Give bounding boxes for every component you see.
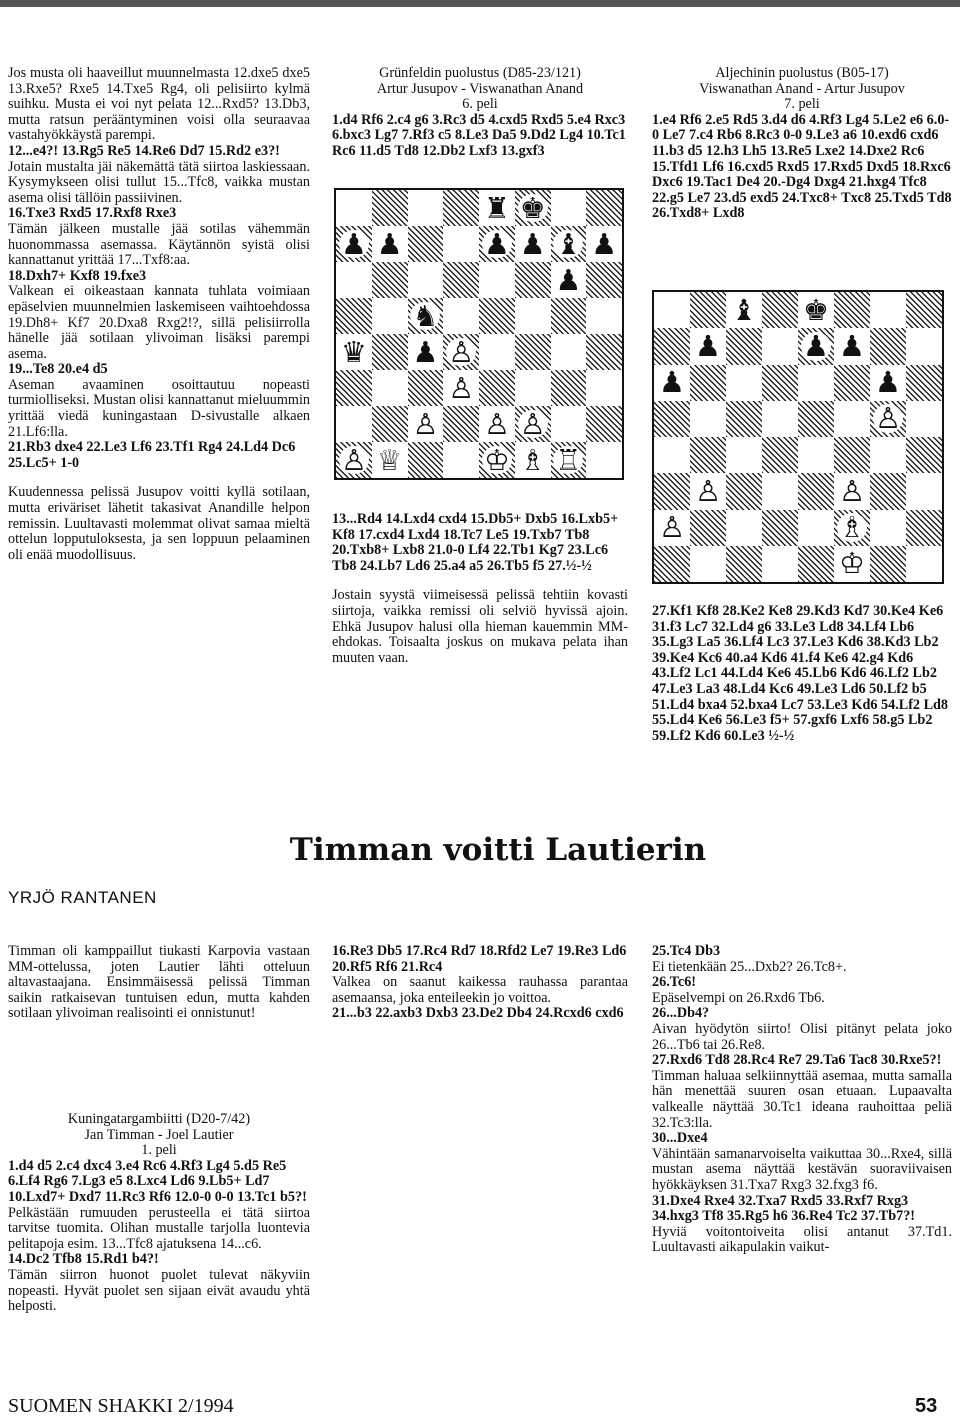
game-header-timman-lautier: [8, 1112, 310, 1315]
board-square: [762, 546, 798, 582]
board-square: [726, 365, 762, 401]
chess-piece: ♙: [412, 406, 439, 441]
board-square: [336, 262, 372, 298]
board-square: [762, 328, 798, 364]
paragraph: Aljechinin puolustus (B05-17): [715, 65, 889, 81]
move-text: 30...Dxe4: [652, 1130, 708, 1147]
chess-diagram-2: [652, 290, 944, 584]
board-square: [479, 262, 515, 298]
paragraph: Viswanathan Anand - Artur Jusupov: [699, 80, 905, 97]
column-1-bottom: [8, 944, 310, 1022]
board-square: [654, 546, 690, 582]
chess-piece: ♟: [519, 226, 546, 261]
board-square: [726, 546, 762, 582]
board-square: [726, 437, 762, 473]
board-square: [479, 370, 515, 406]
board-square: [834, 437, 870, 473]
column-2-middle: [332, 512, 628, 666]
paragraph: 1. peli: [141, 1142, 177, 1159]
move-text: 25.Tc4 Db3: [652, 943, 721, 959]
board-square: [870, 510, 906, 546]
paragraph: Epäselvempi on 26.Rxd6 Tb6.: [652, 989, 825, 1006]
paragraph: Hyviä voitontoiveita olisi antanut 37.Td1. Luultavasti aikapulakin vaikut-: [652, 1223, 952, 1256]
chess-piece: ♟: [376, 226, 403, 261]
chess-piece: ♟: [839, 328, 865, 363]
board-square: [906, 437, 942, 473]
board-square: [443, 190, 479, 226]
chess-piece: ♗: [519, 442, 546, 477]
board-square: [479, 298, 515, 334]
board-square: [586, 334, 622, 370]
chess-piece: ♖: [555, 442, 582, 477]
board-square: [834, 292, 870, 328]
chess-piece: ♙: [483, 406, 510, 441]
paragraph: Kuningatargambiitti (D20-7/42): [67, 1111, 251, 1127]
board-square: [906, 328, 942, 364]
board-square: [690, 401, 726, 437]
chess-piece: ♟: [483, 226, 510, 261]
move-text: 21.Rb3 dxe4 22.Le3 Lf6 23.Tf1 Rg4 24.Ld4 Dc6 25.Lc5+ 1-0: [8, 439, 296, 471]
paragraph: Pelkästään rumuuden perusteella ei tätä siirtoa tarvitse tuomita. Olihan mustalle tarjolla luontevia pelitapoja esim. 13...Tfc8 ajatuksena 14...c6.: [8, 1204, 310, 1252]
move-text: 18.Dxh7+ Kxf8 19.fxe3: [8, 267, 147, 284]
move-text: 19...Te8 20.e4 d5: [8, 361, 108, 378]
board-square: [515, 262, 551, 298]
board-square: [443, 442, 479, 478]
move-text: 27.Rxd6 Td8 28.Rc4 Re7 29.Ta6 Tac8 30.Rxe5?!: [652, 1052, 942, 1069]
board-square: [551, 190, 587, 226]
chess-piece: ♔: [483, 442, 510, 477]
paragraph: Tämän jälkeen mustalle jää sotilas vähemmän huonommassa asemassa. Käytännön syistä olisi kannattanut yrittää 17...Txf8:aa.: [8, 220, 310, 269]
paragraph: Valkean ei oikeastaan kannata tuhlata voimiaan epäselvien muunnelmien laskemiseen vaihtoehdossa 19.Dh8+ Kf7 20.Dxa8 Rxg2!?, sillä pelisiirrolla hänelle jää sotilaan ylivoiman lisäksi parempi asema.: [8, 283, 310, 362]
move-text: 14.Dc2 Tfb8 15.Rd1 b4?!: [8, 1251, 159, 1268]
board-square: [654, 292, 690, 328]
paragraph: Jostain syystä viimeisessä pelissä tehtiin kovasti siirtoja, vaikka remissi oli selviö hyvissä ajoin. Ehkä Jusupov halusi olla hieman kauemmin MM-ehdokas. Toisaalta joskus on mukava pelata ihan muuten vaan.: [332, 587, 628, 666]
column-2-bottom: [332, 944, 628, 1022]
chess-piece: ♙: [448, 370, 475, 405]
paragraph: Kuudennessa pelissä Jusupov voitti kyllä sotilaan, mutta eriväriset lähetit takasivat Anandille helpon remissin. Luultavasti molemmat olivat samaa mieltä ottelun lopputuloksesta, ja sen loppuun pelaaminen oli enää muodollisuus.: [8, 484, 310, 563]
move-text: 27.Kf1 Kf8 28.Ke2 Ke8 29.Kd3 Kd7 30.Ke4 Ke6 31.f3 Lc7 32.Ld4 g6 33.Le3 Ld8 34.Lf4 Lb6 35.Lg3 La5 36.Lf4 Lc3 37.Le3 Kd6 38.Kd3 Lb2 39.Ke4 Kc6 40.a4 Kd6 41.f4 Ke6 42.g4 Kd6 43.Lf2 Lc1 44.Ld4 Ke6 45.Lb6 Kd6 46.Lf2 Lb2 47.Le3 La3 48.Ld4 Kc6 49.Le3 Ld6 50.Lf2 b5 51.Ld4 bxa4 52.bxa4 Lc7 53.Le3 Kd6 54.Lf2 Ld8 55.Ld4 Ke6 56.Le3 f5+ 57.gxf6 Lxf6 58.g5 Lb2 59.Lf2 Kd6 60.Le3 ½-½: [652, 603, 949, 744]
column-1-top: [8, 66, 310, 563]
board-square: [443, 226, 479, 262]
board-square: [654, 328, 690, 364]
board-square: [515, 298, 551, 334]
board-square: [586, 406, 622, 442]
chess-piece: ♞: [412, 298, 439, 333]
paragraph: Aivan hyödytön siirto! Olisi pitänyt pelata joko 26...Tb6 tai 26.Re8.: [652, 1020, 952, 1053]
board-square: [586, 442, 622, 478]
board-square: [798, 365, 834, 401]
chess-piece: ♙: [839, 473, 865, 508]
board-square: [690, 437, 726, 473]
board-square: [336, 190, 372, 226]
board-square: [654, 437, 690, 473]
chess-piece: ♙: [695, 473, 721, 508]
chess-piece: ♔: [839, 546, 865, 581]
board-square: [870, 328, 906, 364]
board-square: [834, 365, 870, 401]
board-square: [586, 262, 622, 298]
move-text: 1.d4 d5 2.c4 dxc4 3.e4 Rc6 4.Rf3 Lg4 5.d5 Re5 6.Lf4 Rg6 7.Lg3 e5 8.Lxc4 Ld6 9.Lb5+ Ld7 10.Lxd7+ Dxd7 11.Rc3 Rf6 12.0-0 0-0 13.Tc1 b5?!: [8, 1157, 307, 1205]
board-square: [798, 437, 834, 473]
chess-piece: ♙: [875, 401, 901, 436]
move-text: 26.Tc6!: [652, 974, 697, 991]
board-square: [372, 334, 408, 370]
paragraph: Artur Jusupov - Viswanathan Anand: [376, 80, 584, 97]
chess-piece: ♝: [555, 226, 582, 261]
paragraph: Jos musta oli haaveillut muunnelmasta 12.dxe5 dxe5 13.Rxe5? Rxe5 14.Txe5 Rg4, oli pelisiirto kylmä suihku. Musta ei voi nyt pelata 12...Rxd5? 13.Db3, mutta ratsun perääntyminen voisi olla seuraavaa vastahyökkäystä parempi.: [8, 65, 310, 144]
board-square: [372, 298, 408, 334]
move-text: 13...Rd4 14.Lxd4 cxd4 15.Db5+ Dxb5 16.Lxb5+ Kf8 17.cxd4 Lxd4 18.Tc7 Le5 19.Txb7 Tb8 20.Txb8+ Lxb8 21.0-0 Lf4 22.Tb1 Kg7 23.Lc6 Tb8 24.Lb7 Ld6 25.a4 a5 26.Tb5 f5 27.½-½: [332, 511, 619, 574]
board-square: [762, 401, 798, 437]
chess-piece: ♟: [695, 328, 721, 363]
move-text: 16.Re3 Db5 17.Rc4 Rd7 18.Rfd2 Le7 19.Re3 Ld6 20.Rf5 Rf6 21.Rc4: [332, 943, 627, 975]
board-square: [372, 190, 408, 226]
paragraph: Ei tietenkään 25...Dxb2? 26.Tc8+.: [652, 958, 847, 975]
page-number: 53: [915, 1395, 938, 1417]
board-square: [762, 473, 798, 509]
board-square: [551, 334, 587, 370]
board-square: [834, 401, 870, 437]
board-square: [690, 546, 726, 582]
board-square: [515, 370, 551, 406]
board-square: [372, 370, 408, 406]
chess-piece: ♟: [340, 226, 367, 261]
paragraph: 6. peli: [462, 96, 498, 113]
chess-piece: ♟: [875, 365, 901, 400]
board-square: [726, 510, 762, 546]
board-square: [906, 365, 942, 401]
top-rule: [0, 0, 960, 7]
board-square: [654, 473, 690, 509]
board-square: [443, 298, 479, 334]
board-square: [443, 406, 479, 442]
paragraph: Vähintään samanarvoiselta vaikuttaa 30...Rxe4, sillä mustan asema näyttää kestävän suoraviivaisen hyökkäyksen 31.Txa7 Rxg3 32.fxg3 f6.: [652, 1145, 952, 1193]
move-text: 26...Db4?: [652, 1005, 710, 1022]
chess-piece: ♟: [555, 262, 582, 297]
board-square: [551, 370, 587, 406]
chess-piece: ♟: [412, 334, 439, 369]
chess-piece: ♝: [731, 292, 757, 327]
board-square: [762, 292, 798, 328]
board-square: [870, 437, 906, 473]
chess-piece: ♚: [519, 190, 546, 225]
board-square: [798, 473, 834, 509]
board-square: [408, 370, 444, 406]
paragraph: Jotain mustalta jäi näkemättä tätä siirtoa laskiessaan. Kysymykseen olisi tullut 15...Tfc8, vaikka mustan asema olisi tällöin passiivinen.: [8, 158, 310, 206]
board-square: [586, 190, 622, 226]
board-square: [870, 292, 906, 328]
board-square: [372, 262, 408, 298]
chess-piece: ♟: [659, 365, 685, 400]
board-square: [515, 334, 551, 370]
chess-piece: ♗: [839, 510, 865, 545]
paragraph: Timman oli kamppaillut tiukasti Karpovia vastaan MM-ottelussa, joten Lautier lähti otteluun altavastaajana. Ensimmäisessä pelissä Timman saikin ratkaisevan tuntuisen edun, mutta kahden sotilaan ylivoiman realisointi ei onnistunut!: [8, 943, 310, 1022]
board-square: [870, 546, 906, 582]
chess-diagram-1: [334, 188, 624, 480]
chess-piece: ♙: [659, 510, 685, 545]
article-headline: Timman voitti Lautierin: [289, 832, 707, 868]
board-square: [726, 328, 762, 364]
board-square: [726, 401, 762, 437]
board-square: [551, 298, 587, 334]
board-square: [586, 370, 622, 406]
board-square: [336, 370, 372, 406]
board-square: [726, 473, 762, 509]
board-square: [798, 401, 834, 437]
board-square: [690, 365, 726, 401]
board-square: [336, 406, 372, 442]
chess-piece: ♟: [591, 226, 618, 261]
chess-piece: ♙: [519, 406, 546, 441]
board-square: [762, 510, 798, 546]
chess-piece: ♕: [376, 442, 403, 477]
board-square: [798, 546, 834, 582]
board-square: [906, 546, 942, 582]
move-text: 12...e4?! 13.Rg5 Re5 14.Re6 Dd7 15.Rd2 e3?!: [8, 142, 280, 159]
move-text: 1.e4 Rf6 2.e5 Rd5 3.d4 d6 4.Rf3 Lg4 5.Le2 e6 6.0-0 Le7 7.c4 Rb6 8.Rc3 0-0 9.Le3 a6 10.exd6 cxd6 11.b3 d5 12.h3 Lh5 13.Re5 Lxe2 14.Dxe2 Rc6 15.Tfd1 Lf6 16.cxd5 Rxd5 17.Rxd5 Dxd5 18.Rxc6 Dxc6 19.Tac1 De4 20.-Dg4 Dxg4 21.hxg4 Tfc8 22.g5 Le7 23.d5 exd5 24.Txc8+ Txc8 25.Txd5 Td8 26.Txd8+ Lxd8: [652, 111, 952, 222]
paragraph: 7. peli: [784, 96, 820, 113]
board-square: [372, 406, 408, 442]
board-square: [408, 442, 444, 478]
move-text: 1.d4 Rf6 2.c4 g6 3.Rc3 d5 4.cxd5 Rxd5 5.e4 Rxc3 6.bxc3 Lg7 7.Rf3 c5 8.Le3 Da5 9.Dd2 Lg4 10.Tc1 Rc6 11.d5 Td8 12.Db2 Lxf3 13.gxf3: [332, 111, 626, 159]
column-3-top: [652, 66, 952, 222]
board-square: [408, 262, 444, 298]
board-square: [551, 406, 587, 442]
board-square: [798, 510, 834, 546]
board-square: [479, 334, 515, 370]
board-square: [408, 190, 444, 226]
column-3-middle: [652, 604, 952, 744]
column-2-top: [332, 66, 628, 160]
spacer: [332, 574, 628, 588]
move-text: 31.Dxe4 Rxe4 32.Txa7 Rxd5 33.Rxf7 Rxg3 34.hxg3 Tf8 35.Rg5 h6 36.Re4 Tc2 37.Tb7?!: [652, 1192, 916, 1225]
board-square: [654, 401, 690, 437]
magazine-footer: SUOMEN SHAKKI 2/1994: [8, 1395, 234, 1417]
move-text: 21...b3 22.axb3 Dxb3 23.De2 Db4 24.Rcxd6 cxd6: [332, 1005, 624, 1022]
move-text: 16.Txe3 Rxd5 17.Rxf8 Rxe3: [8, 205, 177, 222]
chess-piece: ♟: [803, 328, 829, 363]
paragraph: Aseman avaaminen osoittautuu nopeasti turmiolliseksi. Mustan olisi kannattanut mieluummin yrittää viedä kuningastaan D-sivustalle alkaen 21.Lf6:lla.: [8, 376, 310, 440]
board-square: [586, 298, 622, 334]
board-square: [906, 510, 942, 546]
spacer: [8, 471, 310, 485]
chess-piece: ♚: [803, 292, 829, 327]
paragraph: Timman haluaa selkiinnyttää asemaa, mutta samalla hän menettää suuren osan etuaan. Lupaavalta valkealle näyttää 30.Tc1 ideana rauhoittaa peliä 32.Tc3:lla.: [652, 1067, 952, 1131]
paragraph: Jan Timman - Joel Lautier: [84, 1126, 234, 1143]
board-square: [906, 473, 942, 509]
paragraph: Valkea on saanut kaikessa rauhassa parantaa asemaansa, joka enteileekin jo voittoa.: [332, 974, 628, 1006]
chess-piece: ♙: [340, 442, 367, 477]
board-square: [762, 365, 798, 401]
paragraph: Grünfeldin puolustus (D85-23/121): [379, 65, 581, 81]
board-square: [906, 292, 942, 328]
board-square: [408, 226, 444, 262]
board-square: [906, 401, 942, 437]
author-name: YRJÖ RANTANEN: [8, 888, 157, 907]
chess-piece: ♛: [340, 334, 367, 369]
board-square: [690, 292, 726, 328]
board-square: [870, 473, 906, 509]
board-square: [762, 437, 798, 473]
chess-piece: ♙: [448, 334, 475, 369]
board-square: [690, 510, 726, 546]
column-3-bottom: [652, 944, 952, 1256]
paragraph: Tämän siirron huonot puolet tulevat näkyviin nopeasti. Hyvät puolet sen sijaan eivät avaudu yhtä helposti.: [8, 1266, 310, 1315]
chess-piece: ♜: [483, 190, 510, 225]
board-square: [336, 298, 372, 334]
board-square: [443, 262, 479, 298]
